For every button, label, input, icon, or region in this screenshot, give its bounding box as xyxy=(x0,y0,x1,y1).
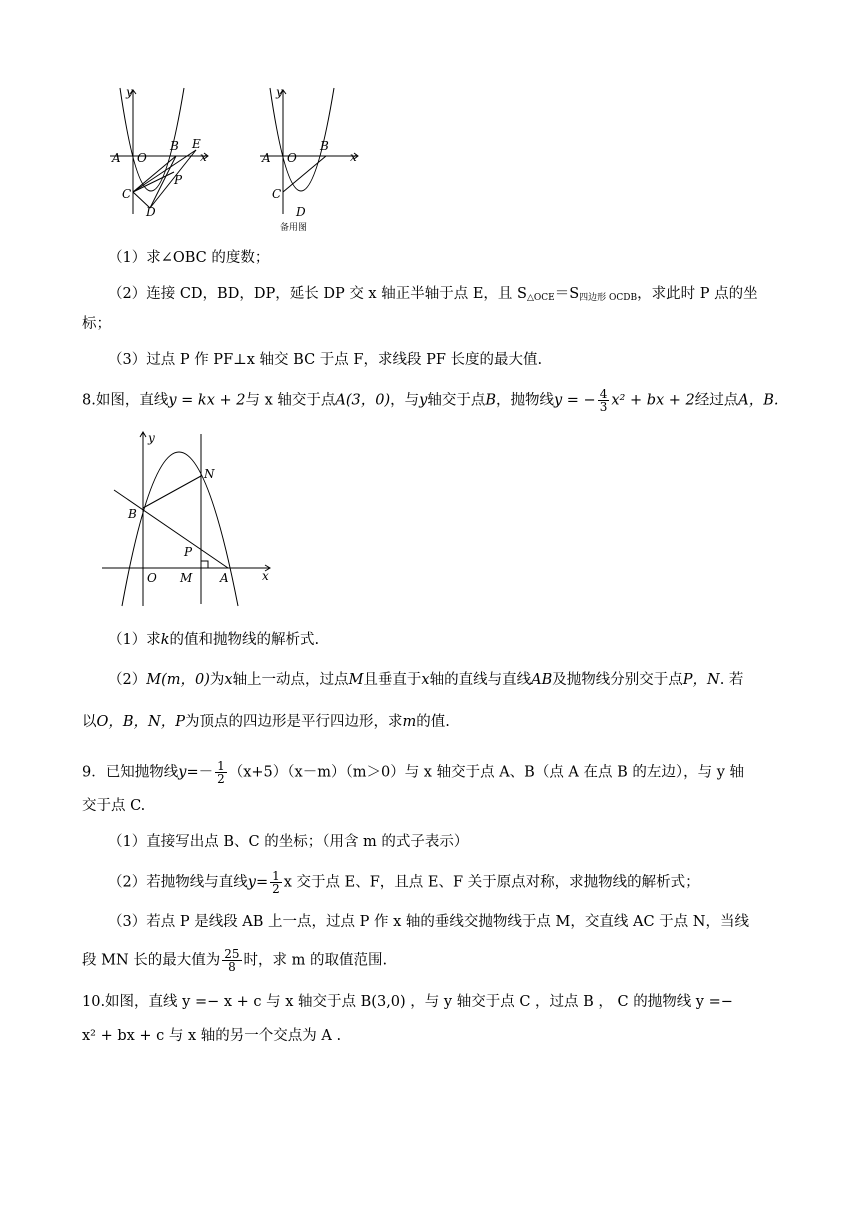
label-y: y xyxy=(148,431,155,445)
label-o: O xyxy=(147,571,157,585)
q8-part2: （2）M(m，0)为x轴上一动点，过点M且垂直于x轴的直线与直线AB及抛物线分别交于点P，N. 若 xyxy=(108,672,744,688)
label-b: B xyxy=(128,507,137,521)
fraction-1-2-line: $\frac{1}{2}$ xyxy=(272,869,280,896)
q8-part2-cont: 以O，B，N，P为顶点的四边形是平行四边形，求m的值. xyxy=(82,714,450,730)
label-p: P xyxy=(184,545,193,559)
q8-stem: 8.如图，直线y = kx + 2与 x 轴交于点A(3，0)，与y轴交于点B，抛物线y = − $\frac{4}{3}$ x² + bx + 2经过点A，B. xyxy=(82,387,779,414)
label-o: O xyxy=(287,151,297,165)
q8-figure xyxy=(100,428,280,613)
q7-figure-spare xyxy=(258,84,368,234)
label-d: D xyxy=(146,205,156,219)
label-a: A xyxy=(112,151,121,165)
label-x: x xyxy=(200,150,207,164)
label-m: M xyxy=(180,571,193,585)
q9-part3-cont: 段 MN 长的最大值为 $\frac{25}{8}$ 时，求 m 的取值范围. xyxy=(82,947,388,974)
label-c: C xyxy=(272,187,282,201)
q7-part3: （3）过点 P 作 PF⊥x 轴交 BC 于点 F，求线段 PF 长度的最大值. xyxy=(108,352,543,368)
right-angle-mark xyxy=(201,561,208,568)
fraction-1-2: $\frac{1}{2}$ xyxy=(217,759,225,786)
label-y: y xyxy=(276,85,283,99)
label-x: x xyxy=(262,569,269,583)
q7-part1: （1）求∠OBC 的度数； xyxy=(108,250,270,266)
label-x: x xyxy=(350,150,357,164)
q7-part2-cont: 标； xyxy=(82,316,111,332)
q9-part2: （2）若抛物线与直线y= $\frac{1}{2}$ x 交于点 E、F，且点 E、F 关于原点对称，求抛物线的解析式； xyxy=(108,869,700,896)
label-n: N xyxy=(204,467,215,481)
label-a: A xyxy=(220,571,229,585)
q7-figure-main xyxy=(108,84,218,224)
label-o: O xyxy=(137,151,147,165)
q9-stem-cont: 交于点 C. xyxy=(82,798,146,814)
label-c: C xyxy=(122,187,132,201)
q9-stem: 9．已知抛物线y=－ $\frac{1}{2}$ （x+5）（x－m）（m＞0）与 x 轴交于点 A、B（点 A 在点 B 的左边），与 y 轴 xyxy=(82,759,745,786)
q10-stem-cont: x² + bx + c 与 x 轴的另一个交点为 A . xyxy=(82,1028,342,1044)
label-p: P xyxy=(174,173,183,187)
label-b: B xyxy=(320,139,329,153)
q9-part3: （3）若点 P 是线段 AB 上一点，过点 P 作 x 轴的垂线交抛物线于点 M，交直线 AC 于点 N，当线 xyxy=(108,914,749,930)
line-ab xyxy=(114,490,228,568)
label-b: B xyxy=(170,139,179,153)
q9-part1: （1）直接写出点 B、C 的坐标；（用含 m 的式子表示） xyxy=(108,834,469,850)
fraction-4-3: $\frac{4}{3}$ xyxy=(599,387,608,414)
label-a: A xyxy=(262,151,271,165)
label-e: E xyxy=(192,137,201,151)
segment-bn xyxy=(143,476,201,508)
q8-part1: （1）求k的值和抛物线的解析式. xyxy=(108,632,320,648)
fraction-25-8: $\frac{25}{8}$ xyxy=(224,947,240,974)
label-y: y xyxy=(126,85,133,99)
figure-caption: 备用图 xyxy=(280,223,308,233)
q7-part2: （2）连接 CD，BD，DP，延长 DP 交 x 轴正半轴于点 E，且 $S_{\triangle OCE}=S_{四边形 OCDB}$，求此时 P 点的坐 xyxy=(108,286,758,303)
label-d: D xyxy=(296,205,306,219)
q10-stem: 10.如图，直线 y =− x + c 与 x 轴交于点 B(3,0) ，与 y 轴交于点 C ，过点 B ， C 的抛物线 y =− xyxy=(82,994,733,1010)
